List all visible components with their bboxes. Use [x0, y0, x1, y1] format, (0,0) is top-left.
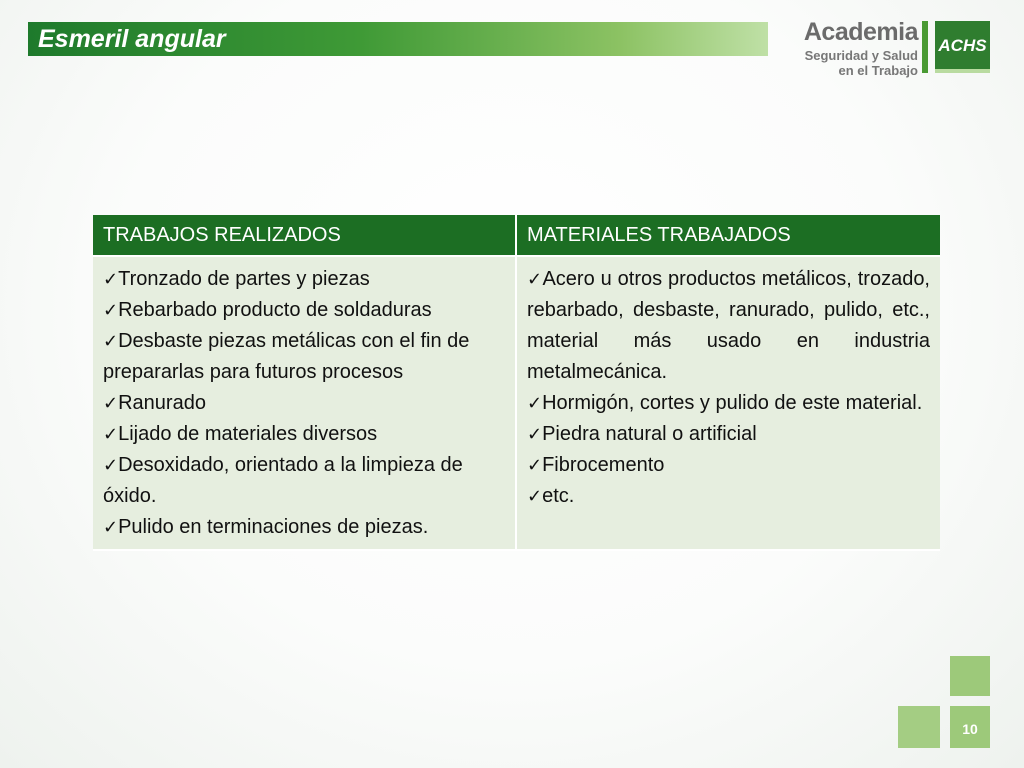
page-number: 10	[962, 721, 978, 737]
checkmark-icon: ✓	[103, 393, 119, 414]
column-header-trabajos: TRABAJOS REALIZADOS	[93, 215, 516, 256]
checkmark-icon: ✓	[527, 424, 543, 445]
list-item: ✓Piedra natural o artificial	[527, 423, 757, 445]
list-item: ✓Acero u otros productos metálicos, trozado, rebarbado, desbaste, ranurado, pulido, etc., material más usado en industria metalmecánica.	[527, 268, 930, 383]
trabajos-cell	[93, 256, 516, 550]
checkmark-icon: ✓	[527, 393, 543, 414]
slide-title: Esmeril angular	[38, 25, 226, 53]
checkmark-icon: ✓	[103, 300, 119, 321]
list-item: ✓Desbaste piezas metálicas con el fin de prepararlas para futuros procesos	[103, 330, 470, 383]
checkmark-icon: ✓	[527, 455, 543, 476]
achs-logo	[790, 18, 995, 78]
decorative-square	[950, 656, 990, 696]
title-bar	[28, 22, 768, 56]
logo-academia-text: Academia	[803, 18, 918, 46]
logo-badge-text: ACHS	[938, 36, 987, 55]
checkmark-icon: ✓	[103, 331, 119, 352]
logo-subtitle-line2: en el Trabajo	[838, 63, 918, 78]
list-item: ✓etc.	[527, 485, 575, 507]
checkmark-icon: ✓	[103, 424, 119, 445]
table-row	[93, 256, 940, 550]
list-item: ✓Ranurado	[103, 392, 206, 414]
checkmark-icon: ✓	[527, 486, 543, 507]
list-item: ✓Hormigón, cortes y pulido de este material.	[527, 392, 923, 414]
list-item: ✓Fibrocemento	[527, 454, 665, 476]
column-header-materiales: MATERIALES TRABAJADOS	[516, 215, 940, 256]
list-item: ✓Pulido en terminaciones de piezas.	[103, 516, 429, 538]
checkmark-icon: ✓	[527, 269, 543, 290]
list-item: ✓Desoxidado, orientado a la limpieza de óxido.	[103, 454, 463, 507]
logo-separator	[922, 21, 928, 73]
decorative-square	[898, 706, 940, 748]
list-item: ✓Lijado de materiales diversos	[103, 423, 378, 445]
list-item: ✓Rebarbado producto de soldaduras	[103, 299, 432, 321]
list-item: ✓Tronzado de partes y piezas	[103, 268, 370, 290]
materiales-cell	[516, 256, 940, 550]
table-header-row	[93, 215, 940, 256]
logo-badge	[935, 21, 990, 73]
checkmark-icon: ✓	[103, 517, 119, 538]
logo-subtitle-line1: Seguridad y Salud	[804, 48, 918, 63]
content-table	[93, 215, 940, 551]
checkmark-icon: ✓	[103, 455, 119, 476]
checkmark-icon: ✓	[103, 269, 119, 290]
